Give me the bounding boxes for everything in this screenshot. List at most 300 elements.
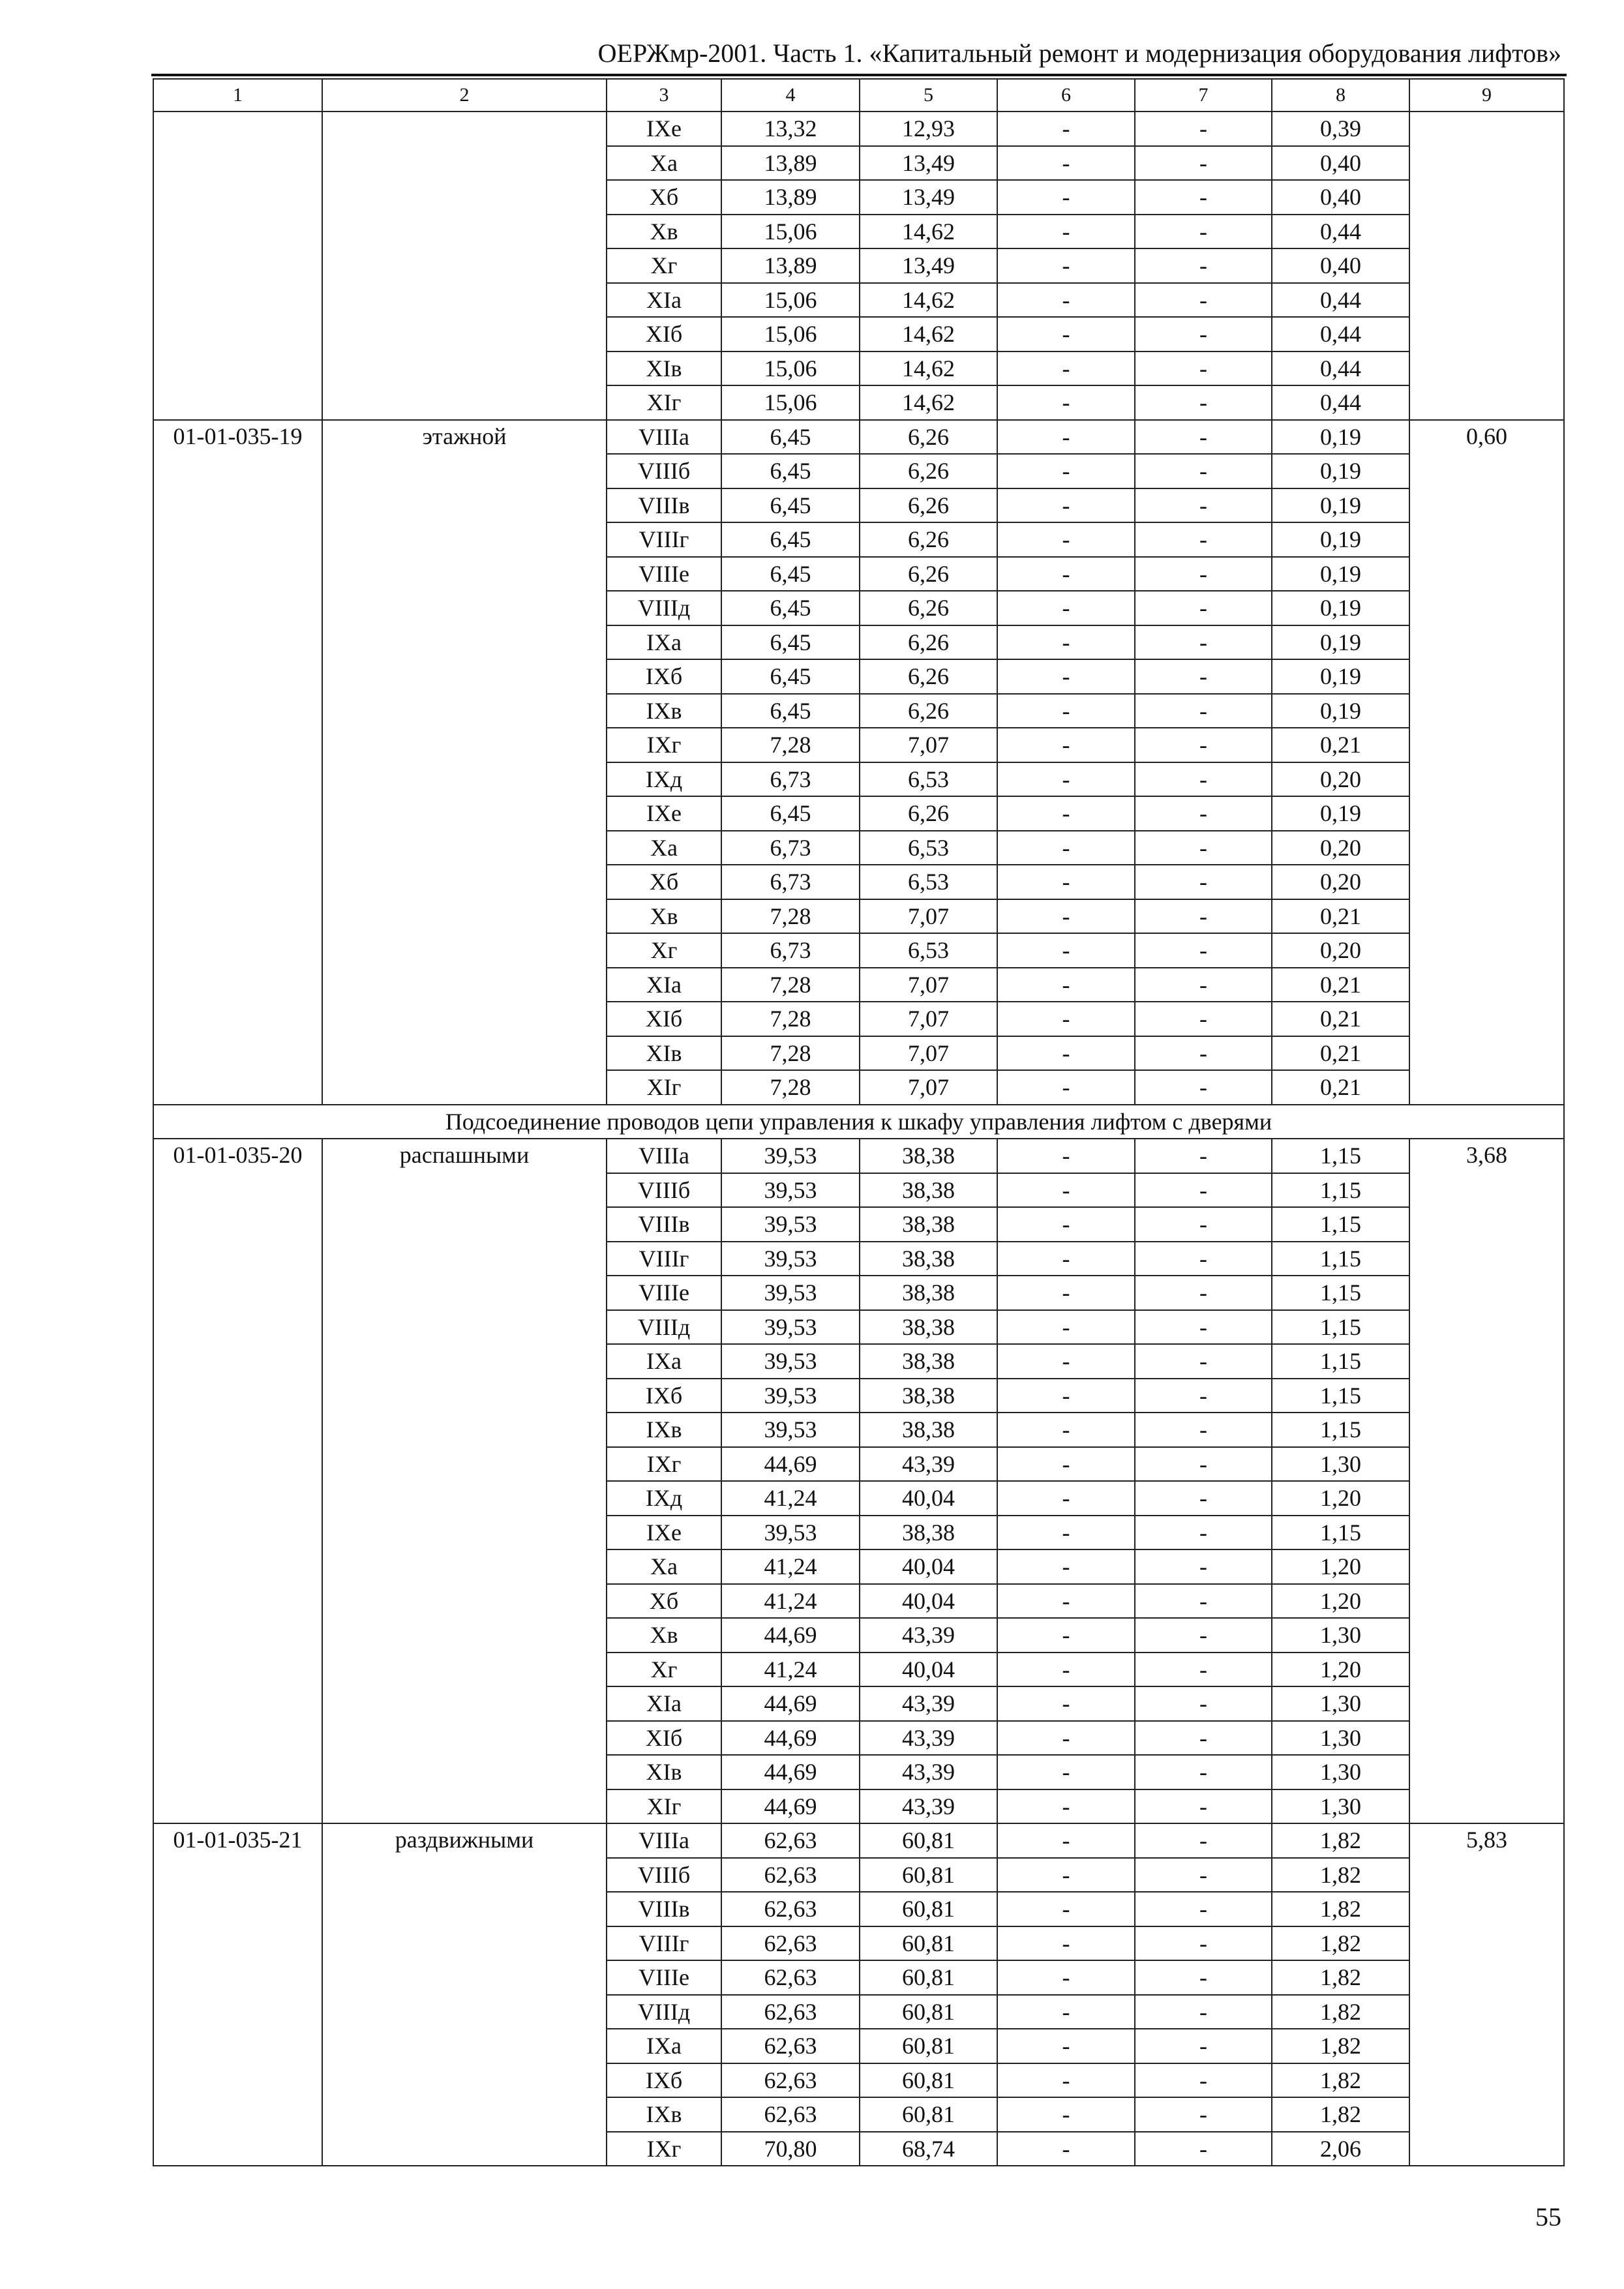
value-cell: 13,32	[721, 112, 860, 146]
value-cell: -	[1135, 215, 1272, 249]
value-cell: 0,20	[1272, 865, 1409, 899]
value-cell: -	[997, 1584, 1135, 1619]
value-cell: -	[1135, 865, 1272, 899]
column-header: 5	[860, 79, 997, 112]
value-cell: 6,73	[721, 762, 860, 797]
value-cell: 44,69	[721, 1789, 860, 1824]
value-cell: 1,15	[1272, 1207, 1409, 1242]
value-cell: -	[1135, 1481, 1272, 1516]
column-header: 2	[322, 79, 607, 112]
value-cell: 0,44	[1272, 215, 1409, 249]
value-cell: -	[997, 1823, 1135, 1858]
value-cell: -	[997, 625, 1135, 660]
value-cell: 14,62	[860, 385, 997, 420]
value-cell: 41,24	[721, 1481, 860, 1516]
value-cell: -	[997, 2029, 1135, 2063]
value-cell: 1,30	[1272, 1789, 1409, 1824]
value-cell: -	[997, 1207, 1135, 1242]
value-cell: 13,89	[721, 146, 860, 181]
value-cell: 15,06	[721, 352, 860, 386]
region-code-cell: IXд	[607, 1481, 721, 1516]
value-cell: 15,06	[721, 283, 860, 318]
value-cell: -	[1135, 1413, 1272, 1447]
value-cell: 0,44	[1272, 385, 1409, 420]
value-cell: -	[997, 2097, 1135, 2132]
region-code-cell: VIIIб	[607, 1858, 721, 1893]
value-cell: 38,38	[860, 1139, 997, 1173]
value-cell: -	[1135, 420, 1272, 455]
value-cell: 6,26	[860, 522, 997, 557]
norm-name	[322, 112, 607, 420]
value-cell: 44,69	[721, 1447, 860, 1482]
value-cell: 6,26	[860, 557, 997, 591]
value-cell: -	[1135, 694, 1272, 728]
region-code-cell: Xa	[607, 146, 721, 181]
value-cell: 15,06	[721, 385, 860, 420]
value-cell: 6,26	[860, 454, 997, 488]
value-cell: -	[1135, 831, 1272, 865]
value-cell: -	[1135, 2029, 1272, 2063]
value-cell: -	[997, 454, 1135, 488]
value-cell: -	[997, 248, 1135, 283]
value-cell: 40,04	[860, 1549, 997, 1584]
value-cell: 0,21	[1272, 728, 1409, 762]
region-code-cell: XIв	[607, 352, 721, 386]
value-cell: 6,45	[721, 488, 860, 523]
value-cell: 60,81	[860, 1995, 997, 2029]
region-code-cell: IXe	[607, 1516, 721, 1550]
value-cell: -	[997, 146, 1135, 181]
region-code-cell: XIб	[607, 1721, 721, 1756]
value-cell: 39,53	[721, 1139, 860, 1173]
value-cell: 6,45	[721, 454, 860, 488]
value-cell: 0,19	[1272, 420, 1409, 455]
value-cell: 40,04	[860, 1584, 997, 1619]
value-cell: -	[1135, 625, 1272, 660]
value-cell: -	[1135, 1823, 1272, 1858]
value-cell: 62,63	[721, 2029, 860, 2063]
norm-name: распашными	[322, 1139, 607, 1823]
value-cell: 62,63	[721, 1892, 860, 1926]
value-cell: -	[1135, 352, 1272, 386]
value-cell: 44,69	[721, 1721, 860, 1756]
value-cell: -	[1135, 1789, 1272, 1824]
region-code-cell: XIб	[607, 317, 721, 352]
value-cell: 6,53	[860, 933, 997, 968]
value-cell: -	[1135, 385, 1272, 420]
col9-value	[1409, 112, 1564, 420]
region-code-cell: VIIIв	[607, 1892, 721, 1926]
value-cell: -	[1135, 1926, 1272, 1961]
value-cell: 0,20	[1272, 831, 1409, 865]
value-cell: 1,15	[1272, 1516, 1409, 1550]
value-cell: -	[1135, 180, 1272, 215]
value-cell: 0,21	[1272, 1002, 1409, 1036]
value-cell: 0,40	[1272, 180, 1409, 215]
value-cell: 0,19	[1272, 522, 1409, 557]
value-cell: 6,45	[721, 796, 860, 831]
value-cell: -	[997, 1618, 1135, 1653]
value-cell: -	[997, 591, 1135, 625]
value-cell: 62,63	[721, 1960, 860, 1995]
region-code-cell: IXa	[607, 625, 721, 660]
value-cell: 1,82	[1272, 1823, 1409, 1858]
value-cell: 6,45	[721, 420, 860, 455]
value-cell: -	[1135, 488, 1272, 523]
value-cell: -	[997, 1686, 1135, 1721]
value-cell: 2,06	[1272, 2132, 1409, 2166]
value-cell: -	[1135, 1447, 1272, 1482]
region-code-cell: XIг	[607, 385, 721, 420]
region-code-cell: Xг	[607, 1653, 721, 1687]
value-cell: 44,69	[721, 1686, 860, 1721]
region-code-cell: IXд	[607, 762, 721, 797]
value-cell: 38,38	[860, 1242, 997, 1276]
value-cell: -	[1135, 522, 1272, 557]
region-code-cell: XIг	[607, 1070, 721, 1105]
value-cell: -	[997, 1960, 1135, 1995]
value-cell: -	[997, 420, 1135, 455]
value-cell: -	[997, 659, 1135, 694]
value-cell: 6,53	[860, 865, 997, 899]
value-cell: -	[1135, 933, 1272, 968]
value-cell: -	[997, 1516, 1135, 1550]
region-code-cell: VIIIв	[607, 1207, 721, 1242]
column-header: 9	[1409, 79, 1564, 112]
column-header: 1	[153, 79, 322, 112]
value-cell: -	[997, 180, 1135, 215]
value-cell: 7,28	[721, 899, 860, 934]
value-cell: 39,53	[721, 1379, 860, 1413]
value-cell: 6,26	[860, 694, 997, 728]
value-cell: 1,20	[1272, 1584, 1409, 1619]
value-cell: -	[997, 1242, 1135, 1276]
value-cell: 41,24	[721, 1653, 860, 1687]
value-cell: 38,38	[860, 1310, 997, 1345]
region-code-cell: IXб	[607, 1379, 721, 1413]
value-cell: 60,81	[860, 1858, 997, 1893]
region-code-cell: IXб	[607, 659, 721, 694]
value-cell: -	[997, 1344, 1135, 1379]
table-row	[153, 1823, 1564, 1858]
value-cell: 1,15	[1272, 1276, 1409, 1310]
value-cell: -	[1135, 1549, 1272, 1584]
region-code-cell: IXв	[607, 2097, 721, 2132]
value-cell: 62,63	[721, 1823, 860, 1858]
value-cell: 0,44	[1272, 317, 1409, 352]
value-cell: -	[997, 762, 1135, 797]
value-cell: -	[1135, 248, 1272, 283]
norm-code: 01-01-035-20	[153, 1139, 322, 1823]
value-cell: -	[997, 1892, 1135, 1926]
value-cell: 1,30	[1272, 1447, 1409, 1482]
value-cell: 1,15	[1272, 1344, 1409, 1379]
region-code-cell: VIIIб	[607, 454, 721, 488]
value-cell: 0,44	[1272, 352, 1409, 386]
value-cell: 1,30	[1272, 1755, 1409, 1789]
value-cell: 1,15	[1272, 1173, 1409, 1208]
region-code-cell: Xб	[607, 1584, 721, 1619]
value-cell: 0,19	[1272, 454, 1409, 488]
value-cell: -	[1135, 2132, 1272, 2166]
value-cell: 0,20	[1272, 933, 1409, 968]
value-cell: 7,07	[860, 968, 997, 1002]
value-cell: 0,21	[1272, 1070, 1409, 1105]
value-cell: 6,45	[721, 694, 860, 728]
value-cell: 1,30	[1272, 1686, 1409, 1721]
value-cell: 0,40	[1272, 146, 1409, 181]
value-cell: -	[1135, 1242, 1272, 1276]
value-cell: 0,39	[1272, 112, 1409, 146]
value-cell: -	[1135, 659, 1272, 694]
value-cell: 7,07	[860, 1002, 997, 1036]
value-cell: 7,07	[860, 1070, 997, 1105]
value-cell: 39,53	[721, 1413, 860, 1447]
value-cell: 1,82	[1272, 1960, 1409, 1995]
value-cell: 38,38	[860, 1173, 997, 1208]
value-cell: -	[1135, 454, 1272, 488]
column-header: 7	[1135, 79, 1272, 112]
value-cell: -	[997, 1721, 1135, 1756]
value-cell: -	[1135, 1584, 1272, 1619]
region-code-cell: VIIIe	[607, 557, 721, 591]
value-cell: -	[1135, 317, 1272, 352]
value-cell: -	[997, 1413, 1135, 1447]
region-code-cell: IXг	[607, 1447, 721, 1482]
norms-table	[153, 78, 1565, 2166]
region-code-cell: Xa	[607, 1549, 721, 1584]
value-cell: 43,39	[860, 1686, 997, 1721]
region-code-cell: VIIIг	[607, 1926, 721, 1961]
value-cell: 6,26	[860, 625, 997, 660]
value-cell: 13,49	[860, 146, 997, 181]
value-cell: 62,63	[721, 2097, 860, 2132]
column-header: 8	[1272, 79, 1409, 112]
value-cell: -	[1135, 1036, 1272, 1071]
region-code-cell: XIa	[607, 968, 721, 1002]
page-number: 55	[1535, 2202, 1561, 2232]
value-cell: 0,21	[1272, 968, 1409, 1002]
value-cell: -	[997, 1173, 1135, 1208]
value-cell: 6,45	[721, 625, 860, 660]
value-cell: 39,53	[721, 1276, 860, 1310]
value-cell: -	[997, 796, 1135, 831]
value-cell: -	[997, 1379, 1135, 1413]
value-cell: 38,38	[860, 1413, 997, 1447]
value-cell: 1,15	[1272, 1242, 1409, 1276]
region-code-cell: XIa	[607, 1686, 721, 1721]
region-code-cell: VIIIв	[607, 488, 721, 523]
region-code-cell: Xв	[607, 899, 721, 934]
value-cell: -	[1135, 1721, 1272, 1756]
value-cell: 43,39	[860, 1789, 997, 1824]
value-cell: 44,69	[721, 1618, 860, 1653]
value-cell: 43,39	[860, 1618, 997, 1653]
region-code-cell: XIв	[607, 1755, 721, 1789]
value-cell: 1,82	[1272, 2097, 1409, 2132]
value-cell: 41,24	[721, 1549, 860, 1584]
region-code-cell: XIв	[607, 1036, 721, 1071]
norm-name: раздвижными	[322, 1823, 607, 2166]
value-cell: 13,49	[860, 180, 997, 215]
value-cell: -	[997, 1070, 1135, 1105]
value-cell: 1,82	[1272, 1926, 1409, 1961]
region-code-cell: Xб	[607, 180, 721, 215]
value-cell: 38,38	[860, 1379, 997, 1413]
value-cell: 7,07	[860, 1036, 997, 1071]
value-cell: -	[1135, 1892, 1272, 1926]
region-code-cell: XIг	[607, 1789, 721, 1824]
value-cell: 7,07	[860, 899, 997, 934]
value-cell: -	[1135, 899, 1272, 934]
value-cell: -	[997, 1653, 1135, 1687]
norm-code: 01-01-035-21	[153, 1823, 322, 2166]
value-cell: 13,89	[721, 180, 860, 215]
col9-value: 3,68	[1409, 1139, 1564, 1823]
value-cell: 39,53	[721, 1310, 860, 1345]
value-cell: -	[997, 1858, 1135, 1893]
value-cell: 7,07	[860, 728, 997, 762]
value-cell: -	[997, 385, 1135, 420]
value-cell: 0,40	[1272, 248, 1409, 283]
region-code-cell: VIIIг	[607, 1242, 721, 1276]
value-cell: -	[1135, 283, 1272, 318]
value-cell: 38,38	[860, 1207, 997, 1242]
value-cell: 41,24	[721, 1584, 860, 1619]
value-cell: 7,28	[721, 728, 860, 762]
value-cell: 6,26	[860, 796, 997, 831]
value-cell: 60,81	[860, 2063, 997, 2098]
value-cell: 12,93	[860, 112, 997, 146]
value-cell: -	[997, 1755, 1135, 1789]
value-cell: -	[997, 488, 1135, 523]
value-cell: 14,62	[860, 317, 997, 352]
region-code-cell: Xв	[607, 1618, 721, 1653]
value-cell: 15,06	[721, 317, 860, 352]
region-code-cell: VIIIд	[607, 1995, 721, 2029]
value-cell: -	[997, 2063, 1135, 2098]
value-cell: 13,49	[860, 248, 997, 283]
header-rule	[151, 74, 1567, 76]
value-cell: -	[997, 352, 1135, 386]
column-header: 4	[721, 79, 860, 112]
value-cell: -	[997, 1447, 1135, 1482]
value-cell: 1,82	[1272, 2063, 1409, 2098]
value-cell: 0,19	[1272, 557, 1409, 591]
value-cell: -	[997, 1789, 1135, 1824]
value-cell: 6,45	[721, 557, 860, 591]
value-cell: 0,21	[1272, 1036, 1409, 1071]
value-cell: -	[1135, 762, 1272, 797]
value-cell: 0,19	[1272, 796, 1409, 831]
value-cell: 60,81	[860, 1823, 997, 1858]
value-cell: -	[1135, 728, 1272, 762]
region-code-cell: XIб	[607, 1002, 721, 1036]
region-code-cell: IXг	[607, 728, 721, 762]
value-cell: 62,63	[721, 1858, 860, 1893]
value-cell: 39,53	[721, 1173, 860, 1208]
value-cell: 38,38	[860, 1344, 997, 1379]
region-code-cell: XIa	[607, 283, 721, 318]
value-cell: -	[1135, 1618, 1272, 1653]
value-cell: 40,04	[860, 1481, 997, 1516]
value-cell: 40,04	[860, 1653, 997, 1687]
value-cell: 1,82	[1272, 1995, 1409, 2029]
value-cell: 39,53	[721, 1344, 860, 1379]
value-cell: 1,20	[1272, 1653, 1409, 1687]
region-code-cell: Xб	[607, 865, 721, 899]
value-cell: 7,28	[721, 1002, 860, 1036]
region-code-cell: IXe	[607, 796, 721, 831]
value-cell: -	[997, 1481, 1135, 1516]
value-cell: -	[1135, 591, 1272, 625]
region-code-cell: Xa	[607, 831, 721, 865]
region-code-cell: VIIIд	[607, 591, 721, 625]
value-cell: -	[1135, 1379, 1272, 1413]
column-number-row	[153, 79, 1564, 112]
region-code-cell: VIIIe	[607, 1276, 721, 1310]
value-cell: 6,45	[721, 591, 860, 625]
value-cell: 1,30	[1272, 1618, 1409, 1653]
value-cell: -	[997, 1139, 1135, 1173]
value-cell: 62,63	[721, 1995, 860, 2029]
value-cell: 7,28	[721, 1070, 860, 1105]
value-cell: 1,30	[1272, 1721, 1409, 1756]
value-cell: 0,19	[1272, 591, 1409, 625]
value-cell: -	[997, 1276, 1135, 1310]
value-cell: 1,15	[1272, 1310, 1409, 1345]
value-cell: -	[1135, 1755, 1272, 1789]
value-cell: 0,21	[1272, 899, 1409, 934]
value-cell: -	[1135, 1070, 1272, 1105]
region-code-cell: IXa	[607, 1344, 721, 1379]
value-cell: 6,73	[721, 865, 860, 899]
value-cell: 6,26	[860, 659, 997, 694]
norm-name: этажной	[322, 420, 607, 1105]
value-cell: -	[1135, 796, 1272, 831]
value-cell: -	[997, 1310, 1135, 1345]
value-cell: 1,15	[1272, 1139, 1409, 1173]
column-header: 6	[997, 79, 1135, 112]
value-cell: -	[1135, 1995, 1272, 2029]
value-cell: -	[1135, 968, 1272, 1002]
value-cell: 6,53	[860, 762, 997, 797]
value-cell: 0,19	[1272, 625, 1409, 660]
region-code-cell: IXв	[607, 1413, 721, 1447]
value-cell: -	[997, 865, 1135, 899]
value-cell: 7,28	[721, 1036, 860, 1071]
value-cell: -	[997, 1926, 1135, 1961]
value-cell: -	[997, 1002, 1135, 1036]
region-code-cell: VIIIг	[607, 522, 721, 557]
region-code-cell: IXe	[607, 112, 721, 146]
value-cell: 68,74	[860, 2132, 997, 2166]
region-code-cell: VIIIб	[607, 1173, 721, 1208]
value-cell: -	[1135, 1139, 1272, 1173]
section-title: Подсоединение проводов цепи управления к шкафу управления лифтом с дверями	[153, 1105, 1564, 1139]
value-cell: 1,15	[1272, 1379, 1409, 1413]
value-cell: -	[997, 1995, 1135, 2029]
value-cell: -	[997, 215, 1135, 249]
region-code-cell: VIIIe	[607, 1960, 721, 1995]
value-cell: -	[1135, 146, 1272, 181]
value-cell: -	[997, 933, 1135, 968]
value-cell: 60,81	[860, 1926, 997, 1961]
value-cell: -	[997, 694, 1135, 728]
value-cell: -	[997, 317, 1135, 352]
value-cell: 1,82	[1272, 2029, 1409, 2063]
value-cell: 15,06	[721, 215, 860, 249]
